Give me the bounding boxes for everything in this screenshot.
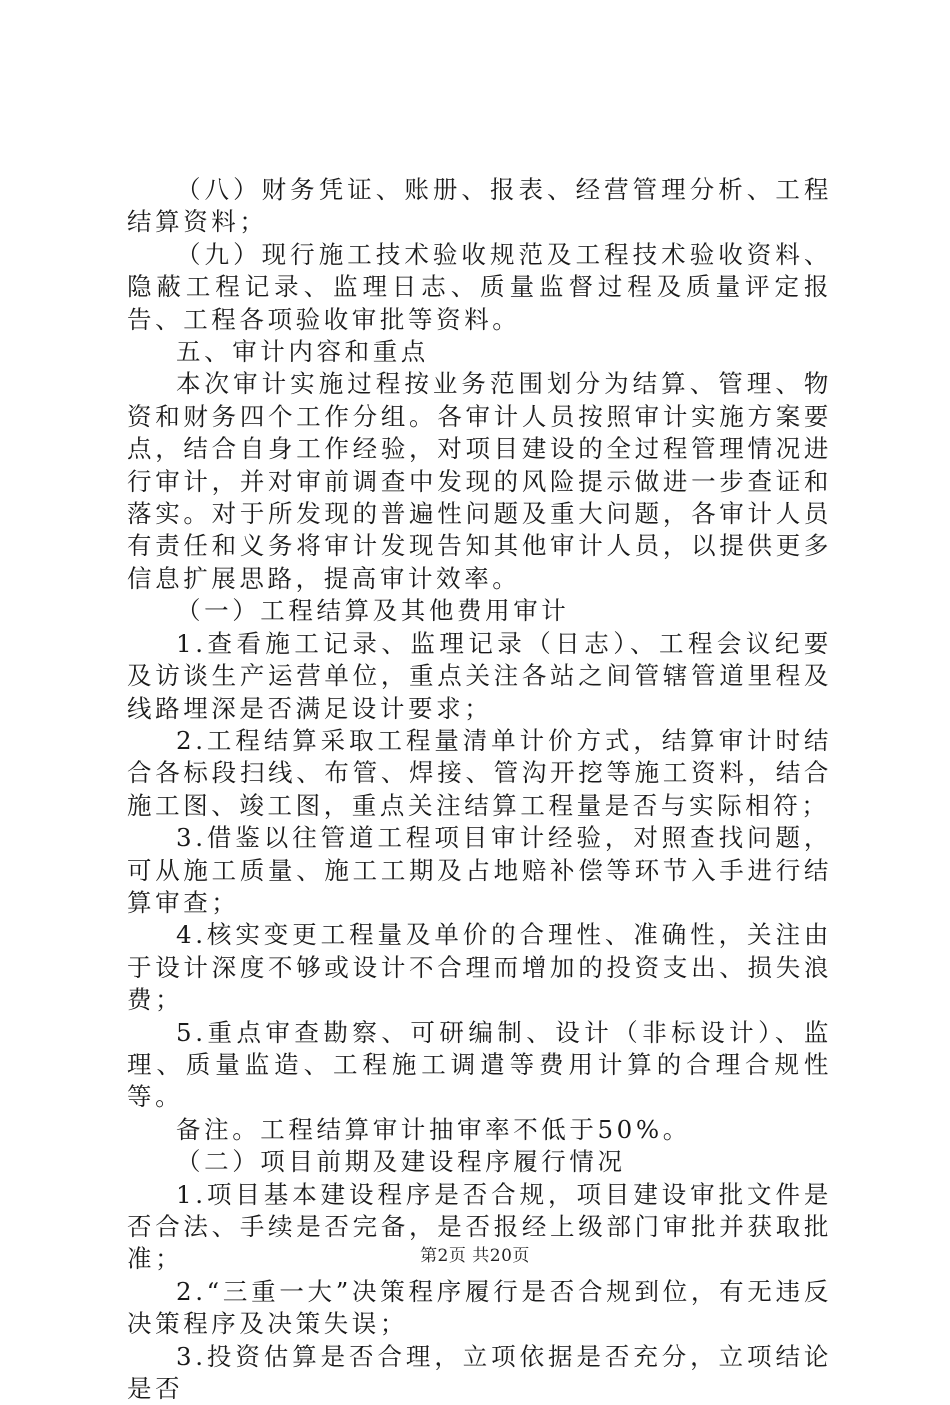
- subsection-heading-1: （一）工程结算及其他费用审计: [176, 596, 570, 626]
- list-item-1-5: 5.重点审查勘察、可研编制、设计（非标设计）、监理、质量监造、工程施工调遣等费用计算的合理合规性等。: [127, 1017, 832, 1112]
- paragraph-item-8: （八）财务凭证、账册、报表、经营管理分析、工程结算资料；: [127, 175, 832, 237]
- section-heading-5: 五、审计内容和重点: [176, 337, 429, 367]
- list-item-2-1: 1.项目基本建设程序是否合规，项目建设审批文件是否合法、手续是否完备，是否报经上级部门审批并获取批准；: [127, 1179, 832, 1274]
- list-item-1-1: 1.查看施工记录、监理记录（日志）、工程会议纪要及访谈生产运营单位，重点关注各站之间管辖管道里程及线路埋深是否满足设计要求；: [127, 628, 832, 723]
- list-item-1-4: 4.核实变更工程量及单价的合理性、准确性，关注由于设计深度不够或设计不合理而增加的投资支出、损失浪费；: [127, 920, 832, 1015]
- page-number: 第2页 共20页: [420, 1246, 530, 1266]
- note-paragraph: 备注。工程结算审计抽审率不低于50%。: [176, 1114, 691, 1144]
- paragraph-item-9: （九）现行施工技术验收规范及工程技术验收资料、隐蔽工程记录、监理日志、质量监督过程及质量评定报告、工程各项验收审批等资料。: [127, 239, 832, 334]
- list-item-1-3: 3.借鉴以往管道工程项目审计经验，对照查找问题，可从施工质量、施工工期及占地赔补偿等环节入手进行结算审查；: [127, 823, 832, 917]
- list-item-1-2: 2.工程结算采取工程量清单计价方式，结算审计时结合各标段扫线、布管、焊接、管沟开挖等施工资料，结合施工图、竣工图，重点关注结算工程量是否与实际相符；: [127, 725, 832, 820]
- document-body: [127, 174, 832, 1405]
- list-item-2-3: 3.投资估算是否合理，立项依据是否充分，立项结论是否: [127, 1341, 832, 1404]
- subsection-heading-2: （二）项目前期及建设程序履行情况: [176, 1147, 626, 1177]
- paragraph-audit-overview: 本次审计实施过程按业务范围划分为结算、管理、物资和财务四个工作分组。各审计人员按照审计实施方案要点，结合自身工作经验，对项目建设的全过程管理情况进行审计，并对审前调查中发现的风险提示做进一步查证和落实。对于所发现的普遍性问题及重大问题，各审计人员有责任和义务将审计发现告知其他审计人员，以提供更多信息扩展思路，提高审计效率。: [127, 369, 832, 593]
- list-item-2-2: 2.“三重一大”决策程序履行是否合规到位，有无违反决策程序及决策失误；: [127, 1276, 832, 1339]
